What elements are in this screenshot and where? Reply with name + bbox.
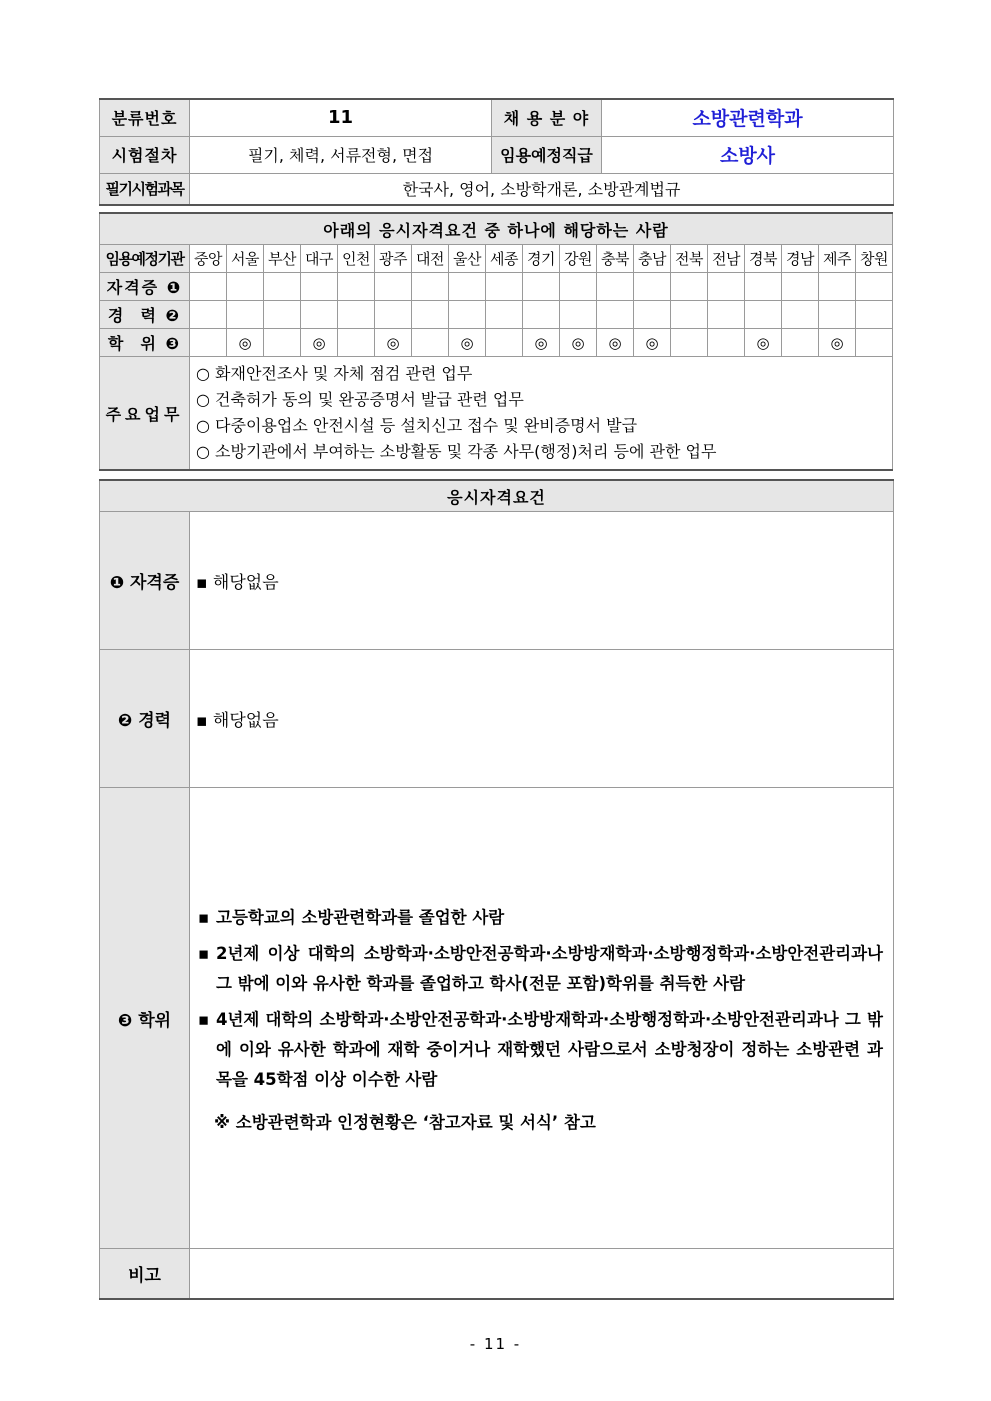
- requirements-table: [99, 479, 894, 1300]
- region-cell: 대전: [412, 245, 449, 273]
- mark-cell: ◎: [227, 329, 264, 357]
- career-label: ❷ 경력: [100, 650, 190, 788]
- mark-cell: ◎: [634, 329, 671, 357]
- procedure-label: 시험절차: [100, 136, 190, 173]
- job-posting-page: [99, 98, 893, 1300]
- mark-cell: [523, 273, 560, 301]
- mark-cell: [708, 301, 745, 329]
- mark-cell: [782, 273, 819, 301]
- region-cell: 부산: [264, 245, 301, 273]
- mark-cell: [338, 273, 375, 301]
- page-number: - 11 -: [469, 1335, 522, 1353]
- requirements-title: 응시자격요건: [100, 480, 894, 512]
- square-bullet-icon: ▪: [198, 908, 210, 927]
- mark-cell: [856, 329, 893, 357]
- mark-cell: [671, 273, 708, 301]
- mark-cell: [412, 329, 449, 357]
- cert-row: [100, 273, 893, 301]
- mark-cell: [634, 301, 671, 329]
- mark-cell: [486, 329, 523, 357]
- degree-item: [198, 903, 883, 933]
- duties-row: [100, 357, 893, 471]
- duties-list: [190, 357, 893, 471]
- square-bullet-icon: ▪: [198, 944, 210, 963]
- duty-item: ○ 건축허가 동의 및 완공증명서 발급 관련 업무: [196, 390, 524, 409]
- class-no-value: 11: [190, 99, 492, 136]
- mark-cell: [560, 301, 597, 329]
- duty-item: ○ 소방기관에서 부여하는 소방활동 및 각종 사무(행정)처리 등에 관한 업무: [196, 442, 717, 461]
- region-cell: 창원: [856, 245, 893, 273]
- mark-cell: [560, 273, 597, 301]
- region-cell: 광주: [375, 245, 412, 273]
- degree-item: [198, 1005, 883, 1095]
- region-cell: 서울: [227, 245, 264, 273]
- mark-cell: [856, 273, 893, 301]
- mark-cell: [375, 301, 412, 329]
- mark-cell: [227, 301, 264, 329]
- region-cell: 제주: [819, 245, 856, 273]
- degree-item-text: 고등학교의 소방관련학과를 졸업한 사람: [216, 908, 505, 927]
- mark-cell: [375, 273, 412, 301]
- degree-requirements: [190, 788, 894, 1249]
- mark-cell: [634, 273, 671, 301]
- region-cell: 전북: [671, 245, 708, 273]
- career-row-label: 경 력 ❷: [100, 301, 190, 329]
- eligibility-title: 아래의 응시자격요건 중 하나에 해당하는 사람: [100, 213, 893, 245]
- mark-cell: [190, 301, 227, 329]
- mark-cell: [708, 329, 745, 357]
- square-bullet-icon: ▪: [198, 1010, 210, 1029]
- mark-cell: [301, 273, 338, 301]
- field-value: 소방관련학과: [602, 99, 894, 136]
- eligibility-table: [99, 212, 893, 471]
- mark-cell: ◎: [819, 329, 856, 357]
- remarks-label: 비고: [100, 1249, 190, 1299]
- mark-cell: [227, 273, 264, 301]
- mark-cell: [486, 273, 523, 301]
- mark-cell: ◎: [449, 329, 486, 357]
- mark-cell: [708, 273, 745, 301]
- region-cell: 경남: [782, 245, 819, 273]
- header-table: [99, 98, 894, 206]
- cert-row-label: 자격증 ❶: [100, 273, 190, 301]
- region-cell: 경기: [523, 245, 560, 273]
- remarks-value: [190, 1249, 894, 1299]
- region-cell: 울산: [449, 245, 486, 273]
- mark-cell: ◎: [745, 329, 782, 357]
- duties-label: 주요업무: [100, 357, 190, 471]
- degree-row-label: 학 위 ❸: [100, 329, 190, 357]
- mark-cell: [338, 329, 375, 357]
- agency-label: 임용예정기관: [100, 245, 190, 273]
- field-label: 채 용 분 야: [492, 99, 602, 136]
- mark-cell: [301, 301, 338, 329]
- mark-cell: [523, 301, 560, 329]
- mark-cell: [449, 301, 486, 329]
- mark-cell: [819, 273, 856, 301]
- region-cell: 인천: [338, 245, 375, 273]
- cert-value: ▪ 해당없음: [190, 512, 894, 650]
- mark-cell: [264, 301, 301, 329]
- mark-cell: [264, 273, 301, 301]
- region-cell: 중앙: [190, 245, 227, 273]
- mark-cell: ◎: [375, 329, 412, 357]
- region-cell: 대구: [301, 245, 338, 273]
- mark-cell: [782, 301, 819, 329]
- region-cell: 세종: [486, 245, 523, 273]
- region-cell: 강원: [560, 245, 597, 273]
- mark-cell: [856, 301, 893, 329]
- cert-label: ❶ 자격증: [100, 512, 190, 650]
- procedure-value: 필기, 체력, 서류전형, 면접: [190, 136, 492, 173]
- mark-cell: [745, 273, 782, 301]
- mark-cell: ◎: [560, 329, 597, 357]
- subjects-label: 필기시험과목: [100, 173, 190, 205]
- degree-item-text: 2년제 이상 대학의 소방학과·소방안전공학과·소방방재학과·소방행정학과·소방안전관리과나 그 밖에 이와 유사한 학과를 졸업하고 학사(전문 포함)학위를 취득한 사람: [216, 944, 883, 993]
- mark-cell: ◎: [597, 329, 634, 357]
- degree-item: [198, 939, 883, 999]
- duty-item: ○ 화재안전조사 및 자체 점검 관련 업무: [196, 364, 473, 383]
- mark-cell: ◎: [523, 329, 560, 357]
- mark-cell: [412, 273, 449, 301]
- mark-cell: [190, 329, 227, 357]
- career-row: [100, 301, 893, 329]
- mark-cell: [190, 273, 227, 301]
- degree-label: ❸ 학위: [100, 788, 190, 1249]
- position-value: 소방사: [602, 136, 894, 173]
- mark-cell: [782, 329, 819, 357]
- region-cell: 충북: [597, 245, 634, 273]
- mark-cell: [449, 273, 486, 301]
- mark-cell: [819, 301, 856, 329]
- position-label: 임용예정직급: [492, 136, 602, 173]
- duty-item: ○ 다중이용업소 안전시설 등 설치신고 접수 및 완비증명서 발급: [196, 416, 638, 435]
- region-cell: 충남: [634, 245, 671, 273]
- mark-cell: ◎: [301, 329, 338, 357]
- mark-cell: [597, 301, 634, 329]
- mark-cell: [338, 301, 375, 329]
- mark-cell: [671, 301, 708, 329]
- class-no-label: 분류번호: [100, 99, 190, 136]
- mark-cell: [412, 301, 449, 329]
- degree-item-text: 4년제 대학의 소방학과·소방안전공학과·소방방재학과·소방행정학과·소방안전관리과나 그 밖에 이와 유사한 학과에 재학 중이거나 재학했던 사람으로서 소방청장이 정하는 소방관련 과목을 45학점 이상 이수한 사람: [216, 1010, 883, 1089]
- region-cell: 경북: [745, 245, 782, 273]
- mark-cell: [486, 301, 523, 329]
- mark-cell: [597, 273, 634, 301]
- degree-note: ※ 소방관련학과 인정현황은 ‘참고자료 및 서식’ 참고: [214, 1113, 596, 1132]
- mark-cell: [671, 329, 708, 357]
- mark-cell: [264, 329, 301, 357]
- subjects-value: 한국사, 영어, 소방학개론, 소방관계법규: [190, 173, 894, 205]
- region-cell: 전남: [708, 245, 745, 273]
- mark-cell: [745, 301, 782, 329]
- career-value: ▪ 해당없음: [190, 650, 894, 788]
- region-header-row: [100, 245, 893, 273]
- degree-row: [100, 329, 893, 357]
